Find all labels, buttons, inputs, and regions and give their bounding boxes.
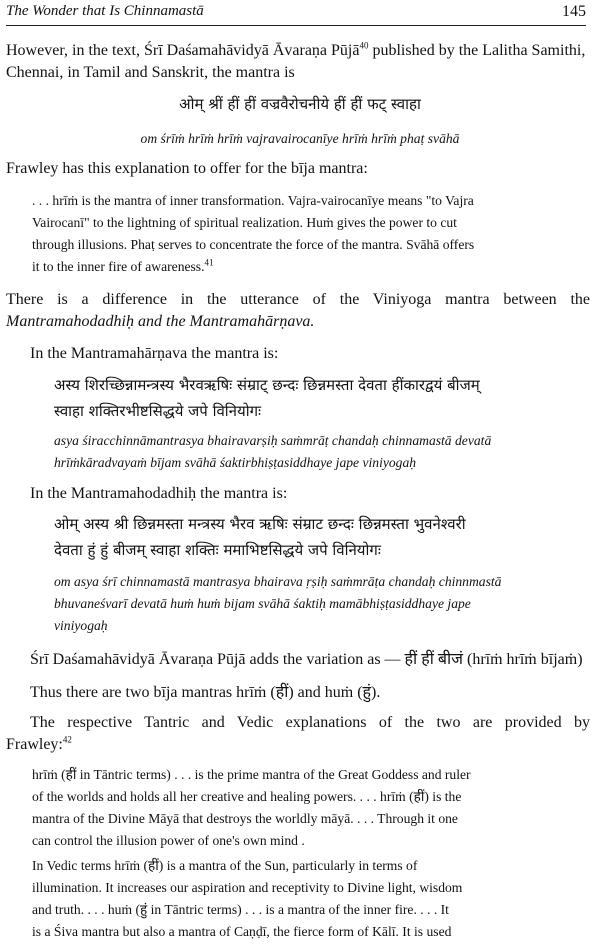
- paragraph-line: Chennai, in Tamil and Sanskrit, the mantra is: [6, 64, 295, 81]
- footnote-ref: 42: [62, 734, 72, 745]
- block-quote-1: . . . hrīṁ is the mantra of inner transformation. Vajra-vairocanīye means "to Vajra Vairocanī" to the lightning of spiritual realization. Huṁ gives the power to cut through illusions. Phaṭ serves to concentrate the force of the mantra. Svāhā offers it to the inner fire of awareness.$^{41}$: [32, 193, 475, 274]
- transliteration-block-1: asya śiracchinnāmantrasya bhairavarṣiḥ saṁmrāṭ chandaḥ chinnamastā devatā hrīṁkāradvayaṁ bījam svāhā śaktirbhiṣṭasiddhaye jape viniyogaḥ: [54, 433, 492, 470]
- page-header: [6, 3, 586, 26]
- transliteration-block-2: om asya śrī chinnamastā mantrasya bhairava ṛṣiḥ saṁmrāṭa chandaḥ chinnmastā bhuvaneśvarī devatā huṁ huṁ bijam svāhā śaktiḥ mamābhiṣṭasiddhaye jape viniyogaḥ: [54, 574, 502, 633]
- devanagari-block-2: ओम् अस्य श्री छिन्नमस्ता मन्त्रस्य भैरव ऋषिः संम्राट छन्दः छिन्नमस्ता भुवनेश्वरी देवता हुं हुं बीजम् स्वाहा शक्तिः ममाभिष्टसिद्धये जपे विनियोगः: [54, 515, 466, 559]
- paragraph-variation: Śrī Daśamahāvidyā Āvaraṇa Pūjā adds the variation as — हीं हीं बीजं (hrīṁ hrīṁ bījaṁ): [30, 651, 583, 668]
- mantra-devanagari: ओम् श्रीं हीं हीं वज्रवैरोचनीये हीं हीं फट् स्वाहा: [179, 95, 421, 113]
- paragraph-frawley: Frawley has this explanation to offer for the bīja mantra:: [6, 160, 368, 177]
- footnote-ref: 40: [359, 40, 369, 51]
- section-intro-mantramahodadhi: In the Mantramahodadhiḥ the mantra is:: [30, 485, 288, 502]
- mantra-transliteration: om śrīṁ hrīṁ hrīṁ vajravairocanīye hrīṁ hrīṁ phaṭ svāhā: [140, 131, 460, 146]
- page-number: 145: [562, 3, 586, 20]
- section-intro-mantramaharnava: In the Mantramahārṇava the mantra is:: [30, 345, 279, 362]
- paragraph-explanations: The respective Tantric and Vedic explanations of the two are provided by Frawley:$^{42}$: [6, 714, 590, 753]
- paragraph-difference: There is a difference in the utterance of the Viniyoga mantra between the Mantramahodadhiḥ and the Mantramahārṇava.: [6, 291, 590, 330]
- paragraph-line: However, in the text, Śrī Daśamahāvidyā Āvaraṇa Pūjā$^{40}$ published by the Lalitha Samithi,: [6, 40, 586, 59]
- paragraph-bija-mantras: Thus there are two bīja mantras hrīṁ (हीं) and huṁ (हुं).: [30, 684, 381, 701]
- block-quote-3: In Vedic terms hrīṁ (हीं) is a mantra of the Sun, particularly in terms of illumination. It increases our aspiration and receptivity to Divine light, wisdom and truth. . . . huṁ (हुं in Tāntric terms) . . . is a mantra of the inner fire. . . . It is a Śiva mantra but also a mantra of Caṇḍī, the fierce form of Kālī. It is used: [32, 858, 463, 939]
- footnote-ref: 41: [204, 257, 214, 268]
- running-title: The Wonder that Is Chinnamastā: [6, 3, 204, 19]
- block-quote-2: hrīṁ (हीं in Tāntric terms) . . . is the prime mantra of the Great Goddess and ruler of the worlds and holds all her creative and healing powers. . . . hrīṁ (हीं) is the mantra of the Divine Māyā that destroys the worldly māyā. . . . Through it one can control the illusion power of one's own mind .: [32, 767, 471, 848]
- paragraph-intro: [6, 40, 586, 84]
- devanagari-block-1: अस्य शिरच्छिन्नामन्त्रस्य भैरवऋषिः संम्राट् छन्दः छिन्नमस्ता देवता हींकारद्वयं बीजम् स्वाहा शक्तिरभीष्टसिद्धये जपे विनियोगः: [54, 376, 480, 420]
